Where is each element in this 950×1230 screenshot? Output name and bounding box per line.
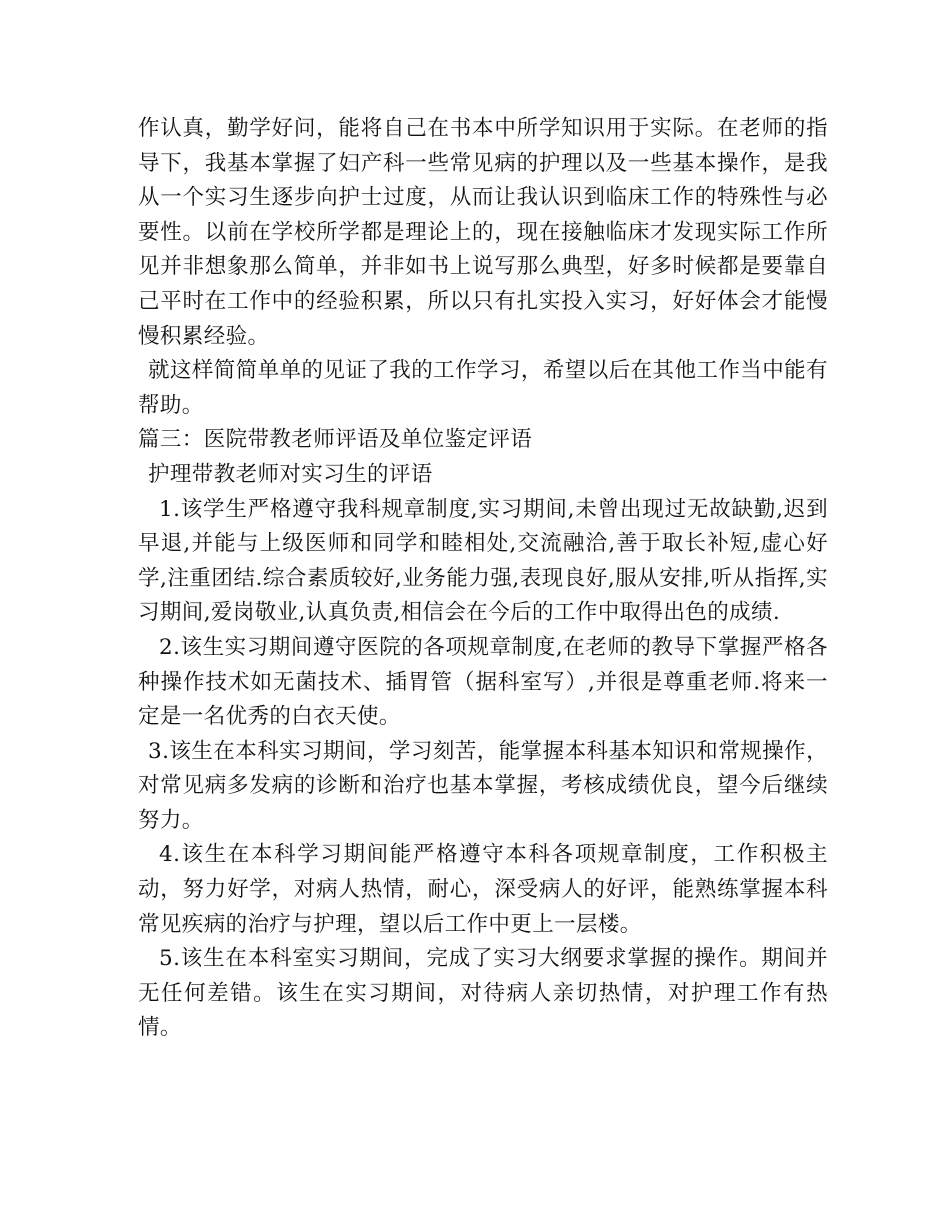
section-heading: 篇三：医院带教老师评语及单位鉴定评语 bbox=[138, 427, 533, 453]
paragraph-conclusion: 就这样简简单单的见证了我的工作学习，希望以后在其他工作当中能有帮助。 bbox=[138, 358, 828, 418]
paragraph-intro: 作认真，勤学好问，能将自己在书本中所学知识用于实际。在老师的指导下，我基本掌握了妇产科一些常见病的护理以及一些基本操作，是我从一个实习生逐步向护士过度，从而让我认识到临床工作的特殊性与必要性。以前在学校所学都是理论上的，现在接触临床才发现实际工作所见并非想象那么简单，并非如书上说写那么典型，好多时候都是要靠自己平时在工作中的经验积累，所以只有扎实投入实习，好好体会才能慢慢积累经验。 bbox=[138, 116, 828, 349]
comment-item-4: 4.该生在本科学习期间能严格遵守本科各项规章制度，工作积极主动，努力好学，对病人热情，耐心，深受病人的好评，能熟练掌握本科常见疾病的治疗与护理，望以后工作中更上一层楼。 bbox=[138, 842, 828, 937]
subsection-heading: 护理带教老师对实习生的评语 bbox=[148, 461, 433, 487]
comment-item-1: 1.该学生严格遵守我科规章制度,实习期间,未曾出现过无故缺勤,迟到早退,并能与上级医师和同学和睦相处,交流融洽,善于取长补短,虚心好学,注重团结.综合素质较好,业务能力强,表现良好,服从安排,听从指挥,实习期间,爱岗敬业,认真负责,相信会在今后的工作中取得出色的成绩. bbox=[138, 496, 828, 626]
comment-item-3: 3.该生在本科实习期间，学习刻苦，能掌握本科基本知识和常规操作，对常见病多发病的诊断和治疗也基本掌握，考核成绩优良，望今后继续努力。 bbox=[138, 738, 828, 833]
document-page bbox=[138, 112, 828, 1046]
comment-item-2: 2.该生实习期间遵守医院的各项规章制度,在老师的教导下掌握严格各种操作技术如无菌技术、插胃管（据科室写）,并很是尊重老师.将来一定是一名优秀的白衣天使。 bbox=[138, 634, 828, 730]
comment-item-5: 5.该生在本科室实习期间，完成了实习大纲要求掌握的操作。期间并无任何差错。该生在实习期间，对待病人亲切热情，对护理工作有热情。 bbox=[138, 946, 828, 1041]
